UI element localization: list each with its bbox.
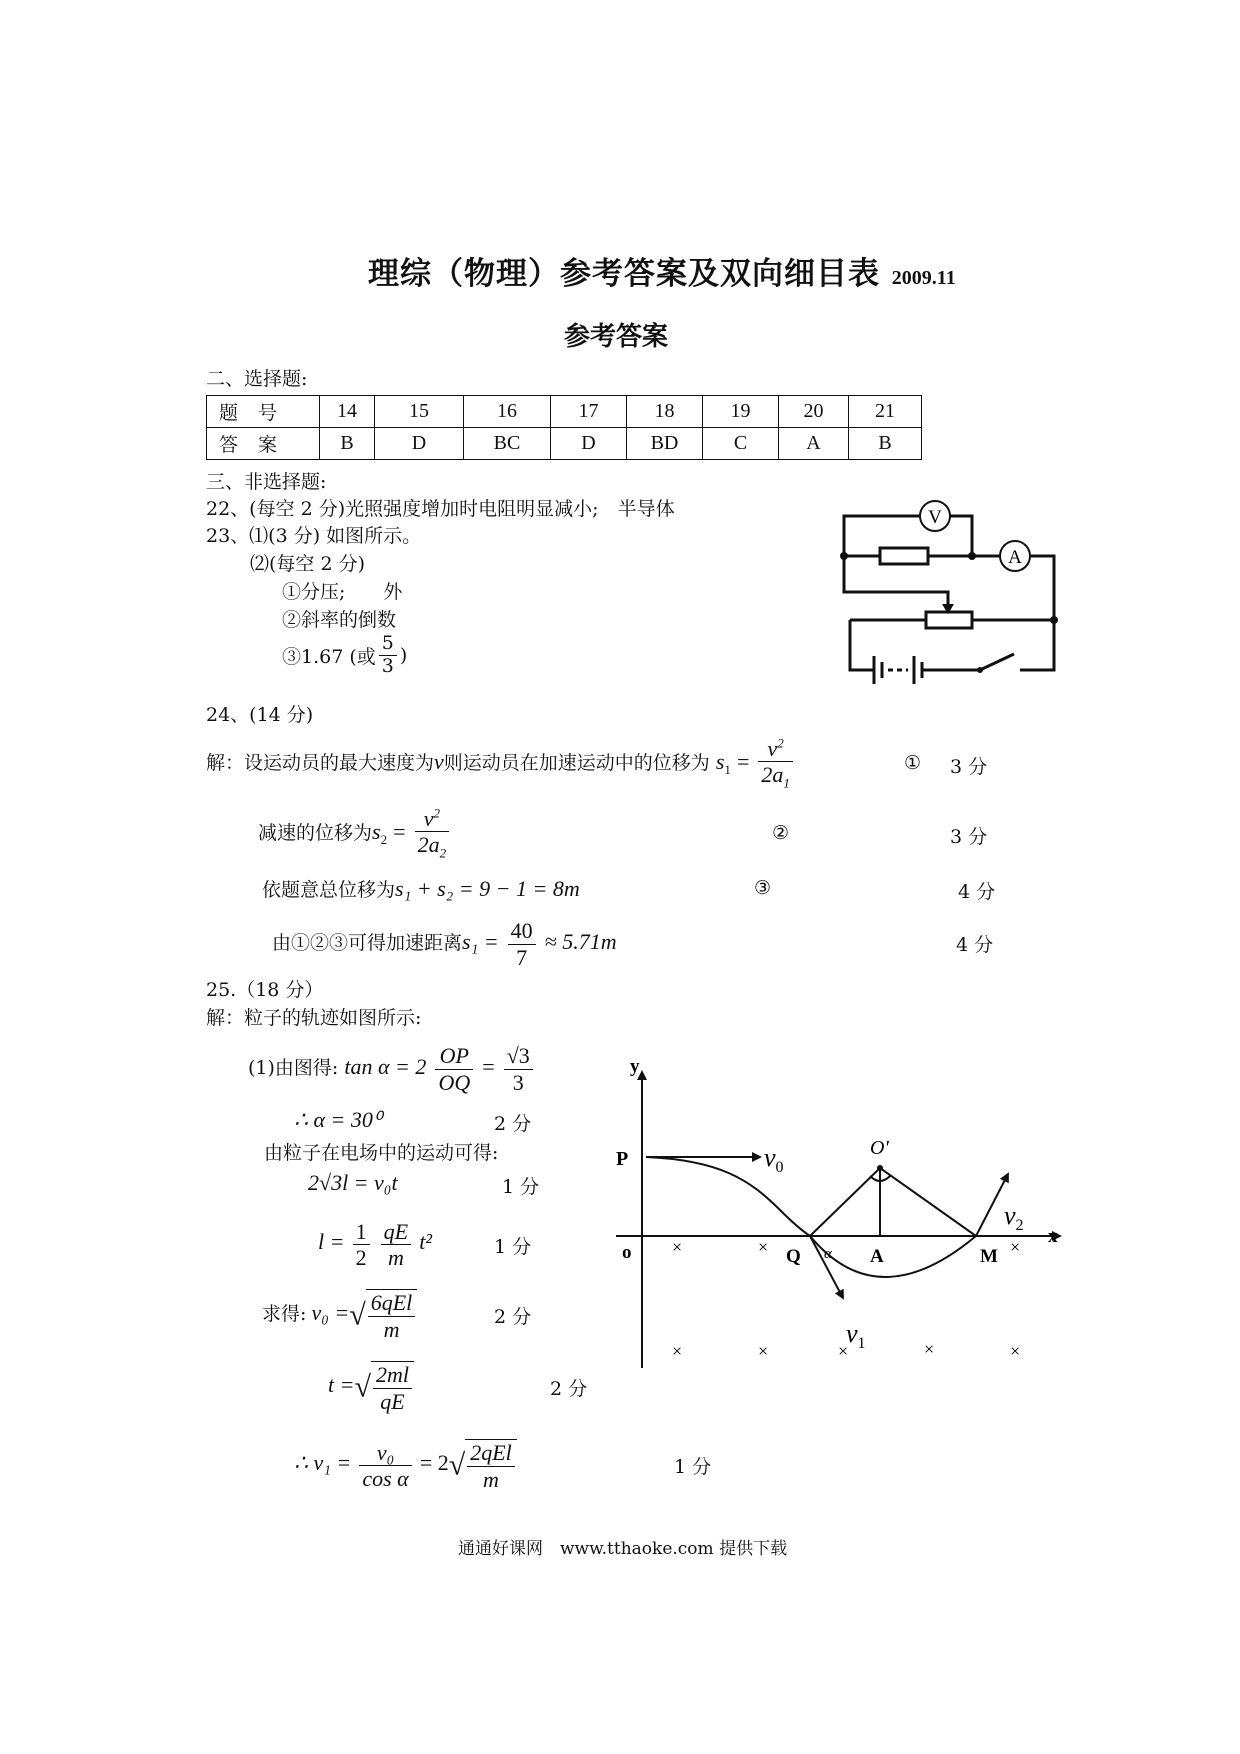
q25-score-e8: 1 分 xyxy=(674,1456,712,1478)
cross-mark: × xyxy=(838,1341,849,1361)
q25-eq5 xyxy=(318,1210,432,1274)
voltmeter-label: V xyxy=(928,507,942,528)
switch-contact xyxy=(977,667,983,673)
table-cell: 15 xyxy=(375,396,464,428)
q24-l4-lhs: s₁ = xyxy=(462,929,499,954)
q25-sqrt-2ml xyxy=(371,1361,414,1414)
resistor xyxy=(880,548,928,564)
rheostat xyxy=(926,612,972,628)
q25-eq3: 由粒子在电场中的运动可得: xyxy=(264,1142,499,1164)
v1-subscript: 1 xyxy=(857,1335,866,1352)
title-date: 2009.11 xyxy=(891,267,956,289)
fraction-denominator: cos α xyxy=(362,1466,409,1491)
fraction-denominator: m xyxy=(383,1316,400,1342)
x-axis-label: x xyxy=(1048,1226,1058,1247)
q24-solution-line4 xyxy=(272,910,617,974)
q24-sol-mid: 则运动员在加速运动中的位移为 xyxy=(443,752,710,774)
q25-e8-lhs: ∴ v₁ = xyxy=(294,1450,352,1475)
wire xyxy=(1020,620,1054,670)
v1-symbol: v xyxy=(846,1319,858,1348)
point-q-label: Q xyxy=(786,1246,801,1267)
q23-fraction xyxy=(379,633,397,678)
table-cell: A xyxy=(779,428,849,460)
alpha-label: α xyxy=(824,1246,832,1262)
v1-label xyxy=(846,1319,866,1352)
q25-heading: 25.（18 分） xyxy=(206,979,324,1001)
junction xyxy=(840,552,848,560)
fraction-denominator: m xyxy=(483,1466,499,1492)
cross-mark: × xyxy=(924,1339,935,1359)
eq-sub: 1 xyxy=(783,775,790,791)
eq-equals: = xyxy=(482,1054,495,1079)
fraction-numerator: 1 xyxy=(353,1219,370,1245)
fraction-numerator: √3 xyxy=(504,1043,533,1069)
junction xyxy=(968,552,976,560)
circuit-diagram xyxy=(830,500,1070,690)
cross-mark: × xyxy=(672,1341,683,1361)
q25-e1-label: (1)由图得: xyxy=(248,1057,339,1079)
q24-fraction1 xyxy=(758,736,793,792)
q25-eq1 xyxy=(248,1036,536,1098)
page-subtitle: 参考答案 xyxy=(564,322,669,352)
ammeter-label: A xyxy=(1008,547,1022,568)
wire xyxy=(844,516,920,556)
eq-v: v xyxy=(423,806,434,832)
q25-eq6 xyxy=(262,1278,420,1348)
fraction-numerator: v₀ xyxy=(359,1440,411,1466)
v0-label xyxy=(764,1143,784,1176)
fraction-numerator: 40 xyxy=(508,918,536,944)
q25-score-e6: 2 分 xyxy=(494,1306,532,1328)
v0-symbol: v xyxy=(764,1143,776,1172)
point-p-label: P xyxy=(616,1148,629,1170)
fraction-numerator: 6qEl xyxy=(368,1290,416,1316)
table-row xyxy=(207,428,922,460)
table-cell: 19 xyxy=(703,396,779,428)
q25-score-e2: 2 分 xyxy=(494,1113,532,1135)
eq-sup: 2 xyxy=(777,735,784,751)
q24-l3-label: 依题意总位移为 xyxy=(262,879,396,901)
point-m-label: M xyxy=(980,1246,998,1267)
q24-heading: 24、(14 分) xyxy=(206,704,314,726)
answer-table xyxy=(206,395,922,460)
switch xyxy=(980,654,1014,670)
q25-e5-tail: t² xyxy=(419,1229,432,1254)
table-cell: 21 xyxy=(849,396,922,428)
q25-e4-expr: 2√3l = v₀t xyxy=(308,1170,398,1195)
q23-line3: ①分压; 外 xyxy=(282,581,403,603)
fraction-denominator: 3 xyxy=(512,1069,524,1095)
q25-e7-lhs: t = xyxy=(328,1372,355,1397)
table-cell: 20 xyxy=(779,396,849,428)
fraction-denominator: OQ xyxy=(438,1069,471,1095)
fraction-denominator: 7 xyxy=(516,944,528,970)
table-cell: BD xyxy=(627,428,703,460)
eq-v: v xyxy=(767,736,778,762)
radius-line-right xyxy=(880,1168,976,1236)
v2-subscript: 2 xyxy=(1015,1217,1024,1234)
point-a-label: A xyxy=(870,1246,884,1267)
v0-subscript: 0 xyxy=(775,1159,784,1176)
q24-l2-label: 减速的位移为 xyxy=(258,822,373,844)
q25-e1-lhs: tan α = 2 xyxy=(344,1054,427,1079)
table-cell: D xyxy=(551,428,627,460)
q24-l3-expr: s₁ + s₂ = 9 − 1 = 8m xyxy=(395,876,580,901)
table-cell: D xyxy=(375,428,464,460)
center-point xyxy=(877,1165,883,1171)
eq-den: 2a xyxy=(761,762,784,788)
q25-e5-lhs: l = xyxy=(318,1229,345,1254)
q24-score3: 4 分 xyxy=(958,881,996,903)
radical-sign: √ xyxy=(354,1370,371,1404)
q25-fraction-half xyxy=(353,1219,370,1271)
v2-symbol: v xyxy=(1004,1201,1016,1230)
origin-label: o xyxy=(622,1242,632,1263)
q24-l4-label: 由①②③可得加速距离 xyxy=(272,932,463,954)
q24-fraction2 xyxy=(415,806,450,862)
cross-mark: × xyxy=(758,1237,769,1257)
q25-e2-expr: ∴ α = 30⁰ xyxy=(294,1107,382,1132)
fraction-numerator: 5 xyxy=(379,633,397,656)
q24-solution-line1 xyxy=(206,732,796,792)
v2-label xyxy=(1004,1201,1024,1234)
q25-eq4 xyxy=(308,1170,398,1196)
center-o-prime-label: O' xyxy=(870,1137,889,1159)
section3-heading: 三、非选择题: xyxy=(206,471,327,493)
fraction-denominator: m xyxy=(387,1245,404,1270)
eq-s: s xyxy=(715,749,725,774)
trajectory-diagram xyxy=(600,1050,1080,1390)
table-cell: B xyxy=(849,428,922,460)
q25-eq8 xyxy=(294,1428,520,1498)
wire xyxy=(1030,556,1054,620)
fraction-numerator: OP xyxy=(435,1043,473,1069)
eq-sup: 2 xyxy=(433,805,440,821)
eq-equals: = xyxy=(736,749,750,774)
eq-sub: 2 xyxy=(380,831,388,847)
table-cell: 18 xyxy=(627,396,703,428)
q25-score-e7: 2 分 xyxy=(550,1378,588,1400)
cross-mark: × xyxy=(672,1237,683,1257)
q25-sqrt-6qel xyxy=(366,1289,418,1342)
fraction-denominator: qE xyxy=(380,1388,405,1414)
row-label-answer: 答案 xyxy=(207,428,320,460)
radical-sign: √ xyxy=(349,1298,366,1332)
q24-sol-prefix: 解：设运动员的最大速度为 xyxy=(206,752,435,774)
table-row xyxy=(207,396,922,428)
title-main: 理综（物理）参考答案及双向细目表 xyxy=(368,256,880,292)
wire xyxy=(950,516,972,556)
fraction-numerator: 2ml xyxy=(373,1362,412,1388)
table-cell: BC xyxy=(464,428,551,460)
q25-score-e5: 1 分 xyxy=(494,1236,532,1258)
row-label-number: 题号 xyxy=(207,396,320,428)
q24-l4-rhs: ≈ 5.71m xyxy=(544,929,617,954)
q25-fraction-sqrt3 xyxy=(504,1043,533,1095)
fraction-numerator: qE xyxy=(381,1219,411,1245)
q24-score2: 3 分 xyxy=(950,826,988,848)
q25-score-e4: 1 分 xyxy=(502,1176,540,1198)
cross-mark: × xyxy=(1010,1341,1021,1361)
q23-line5-post: ) xyxy=(399,644,408,667)
wire xyxy=(850,620,874,670)
q24-score1: 3 分 xyxy=(950,756,988,778)
q25-sqrt-2qel xyxy=(465,1439,517,1492)
junction xyxy=(1050,616,1058,624)
eq-sub: 1 xyxy=(724,761,731,777)
magnetic-field-arc xyxy=(810,1236,976,1277)
q23-line5 xyxy=(282,633,407,678)
q23-line2: ⑵(每空 2 分) xyxy=(250,553,365,575)
table-cell: B xyxy=(320,428,375,460)
q24-mark3: ③ xyxy=(754,877,772,899)
cross-mark: × xyxy=(758,1341,769,1361)
q23-line1: 23、⑴(3 分) 如图所示。 xyxy=(206,525,422,547)
q25-e8-mid: = 2 xyxy=(419,1450,449,1475)
fraction-denominator: 3 xyxy=(381,654,394,677)
q25-fraction-v0-cos xyxy=(359,1440,411,1492)
q22-text: 22、(每空 2 分)光照强度增加时电阻明显减小; 半导体 xyxy=(206,498,675,520)
electric-field-trajectory xyxy=(646,1157,810,1236)
q25-eq2 xyxy=(294,1107,382,1133)
eq-equals: = xyxy=(393,819,406,844)
table-cell: 14 xyxy=(320,396,375,428)
q24-mark1: ① xyxy=(904,752,922,774)
q24-score4: 4 分 xyxy=(956,934,994,956)
y-axis-label: y xyxy=(630,1056,640,1077)
q25-eq7 xyxy=(328,1350,417,1420)
cross-mark: × xyxy=(1010,1237,1021,1257)
radical-sign: √ xyxy=(448,1448,466,1482)
eq-den: 2a xyxy=(417,832,440,858)
fraction-numerator: 2qEl xyxy=(467,1440,515,1466)
eq-s: s xyxy=(372,819,381,844)
table-cell: 16 xyxy=(464,396,551,428)
q24-solution-line2 xyxy=(258,800,452,864)
q24-solution-line3 xyxy=(262,875,580,902)
q24-sol-v: v xyxy=(434,749,444,774)
radius-line-left xyxy=(810,1168,880,1236)
q25-e6-lhs: v₀ = xyxy=(311,1300,350,1325)
table-cell: 17 xyxy=(551,396,627,428)
q25-intro: 解：粒子的轨迹如图所示: xyxy=(206,1007,422,1029)
table-cell: C xyxy=(703,428,779,460)
q25-e6-label: 求得: xyxy=(262,1303,307,1325)
footer-text: 通通好课网 www.tthaoke.com 提供下载 xyxy=(458,1539,788,1559)
q23-line4: ②斜率的倒数 xyxy=(282,609,397,631)
page-title xyxy=(368,248,956,293)
q23-line5-pre: ③1.67 (或 xyxy=(282,645,376,668)
eq-sub: 2 xyxy=(439,845,447,861)
fraction-denominator: 2 xyxy=(355,1245,367,1270)
section2-heading: 二、选择题: xyxy=(206,368,308,390)
q24-mark2: ② xyxy=(772,822,790,844)
q24-fraction4 xyxy=(508,918,536,970)
magnetic-field-crosses xyxy=(672,1237,1020,1361)
q25-fraction-qe-m xyxy=(381,1219,411,1271)
q25-fraction-op-oq xyxy=(435,1043,473,1095)
